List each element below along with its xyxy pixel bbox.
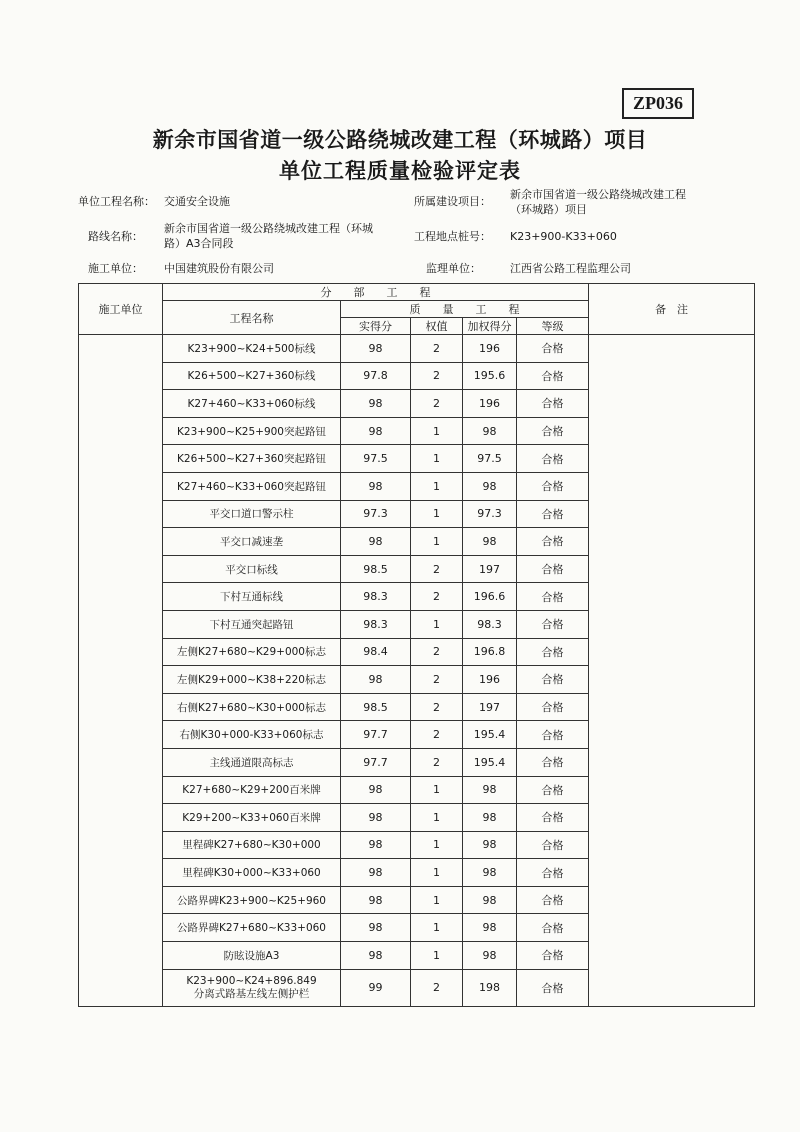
project-name-cell: 右侧K27+680~K30+000标志 xyxy=(163,693,341,721)
project-name-cell xyxy=(163,969,341,1006)
supervisor-label: 监理单位： xyxy=(426,262,481,275)
construction-unit-cell xyxy=(79,335,163,1007)
actual-score-cell: 98 xyxy=(341,886,411,914)
weighted-score-cell: 196.6 xyxy=(463,583,517,611)
unit-project-label: 单位工程名称： xyxy=(78,195,155,208)
weight-cell: 2 xyxy=(411,693,463,721)
header-actual-score: 实得分 xyxy=(341,318,411,335)
weighted-score-cell: 196.8 xyxy=(463,638,517,666)
grade-cell: 合格 xyxy=(517,748,589,776)
weight-cell: 2 xyxy=(411,390,463,418)
weighted-score-cell: 98 xyxy=(463,886,517,914)
route-value-1: 新余市国省道一级公路绕城改建工程（环城 xyxy=(164,222,373,235)
project-name-cell: K27+460~K33+060标线 xyxy=(163,390,341,418)
actual-score-cell: 98 xyxy=(341,417,411,445)
project-name-cell: 主线通道限高标志 xyxy=(163,748,341,776)
grade-cell: 合格 xyxy=(517,969,589,1006)
project-name-cell: K23+900~K25+900突起路钮 xyxy=(163,417,341,445)
weight-cell: 1 xyxy=(411,445,463,473)
project-name-cell: 公路界碑K23+900~K25+960 xyxy=(163,886,341,914)
weight-cell: 1 xyxy=(411,914,463,942)
grade-cell: 合格 xyxy=(517,831,589,859)
weight-cell: 1 xyxy=(411,528,463,556)
project-name-cell: 平交口道口警示柱 xyxy=(163,500,341,528)
weight-cell: 1 xyxy=(411,776,463,804)
document-subtitle: 单位工程质量检验评定表 xyxy=(279,159,521,183)
actual-score-cell: 99 xyxy=(341,969,411,1006)
contractor-label: 施工单位： xyxy=(88,262,143,275)
document-code: ZP036 xyxy=(622,88,694,119)
weighted-score-cell: 98.3 xyxy=(463,610,517,638)
grade-cell: 合格 xyxy=(517,942,589,970)
weighted-score-cell: 197 xyxy=(463,693,517,721)
actual-score-cell: 98.3 xyxy=(341,583,411,611)
grade-cell: 合格 xyxy=(517,666,589,694)
weight-cell: 1 xyxy=(411,417,463,445)
weighted-score-cell: 197 xyxy=(463,555,517,583)
weight-cell: 1 xyxy=(411,804,463,832)
weight-cell: 1 xyxy=(411,610,463,638)
weighted-score-cell: 97.5 xyxy=(463,445,517,473)
weight-cell: 2 xyxy=(411,555,463,583)
grade-cell: 合格 xyxy=(517,362,589,390)
project-name-cell: 下村互通突起路钮 xyxy=(163,610,341,638)
weighted-score-cell: 196 xyxy=(463,666,517,694)
project-name-cell: K26+500~K27+360突起路钮 xyxy=(163,445,341,473)
actual-score-cell: 98 xyxy=(341,472,411,500)
weight-cell: 1 xyxy=(411,500,463,528)
project-name-cell: 下村互通标线 xyxy=(163,583,341,611)
actual-score-cell: 98 xyxy=(341,804,411,832)
header-quality-eval: 质 量 工 程 xyxy=(341,301,589,318)
actual-score-cell: 98.5 xyxy=(341,693,411,721)
grade-cell: 合格 xyxy=(517,472,589,500)
grade-cell: 合格 xyxy=(517,500,589,528)
project-name-cell: K23+900~K24+500标线 xyxy=(163,335,341,363)
route-label: 路线名称： xyxy=(88,230,143,243)
weight-cell: 2 xyxy=(411,362,463,390)
grade-cell: 合格 xyxy=(517,693,589,721)
actual-score-cell: 98 xyxy=(341,776,411,804)
unit-project-value: 交通安全设施 xyxy=(164,195,230,208)
grade-cell: 合格 xyxy=(517,335,589,363)
actual-score-cell: 97.8 xyxy=(341,362,411,390)
weighted-score-cell: 98 xyxy=(463,528,517,556)
header-grade: 等级 xyxy=(517,318,589,335)
weight-cell: 1 xyxy=(411,859,463,887)
grade-cell: 合格 xyxy=(517,914,589,942)
project-name-line-2: 分离式路基左线左侧护栏 xyxy=(193,987,310,1000)
project-name-line-1: K23+900~K24+896.849 xyxy=(186,974,317,987)
project-name-cell: 右侧K30+000-K33+060标志 xyxy=(163,721,341,749)
weighted-score-cell: 198 xyxy=(463,969,517,1006)
actual-score-cell: 97.7 xyxy=(341,721,411,749)
weight-cell: 2 xyxy=(411,638,463,666)
project-name-cell: K27+460~K33+060突起路钮 xyxy=(163,472,341,500)
grade-cell: 合格 xyxy=(517,417,589,445)
grade-cell: 合格 xyxy=(517,528,589,556)
evaluation-table xyxy=(78,283,755,1007)
weighted-score-cell: 195.6 xyxy=(463,362,517,390)
header-weighted-score: 加权得分 xyxy=(463,318,517,335)
project-name-cell: 里程碑K30+000~K33+060 xyxy=(163,859,341,887)
project-name-cell: 左侧K27+680~K29+000标志 xyxy=(163,638,341,666)
weight-cell: 1 xyxy=(411,831,463,859)
weighted-score-cell: 98 xyxy=(463,804,517,832)
weight-cell: 2 xyxy=(411,335,463,363)
grade-cell: 合格 xyxy=(517,776,589,804)
header-remarks: 备 注 xyxy=(589,284,755,335)
grade-cell: 合格 xyxy=(517,610,589,638)
actual-score-cell: 98 xyxy=(341,390,411,418)
weighted-score-cell: 98 xyxy=(463,776,517,804)
project-name-cell: K27+680~K29+200百米牌 xyxy=(163,776,341,804)
weight-cell: 2 xyxy=(411,666,463,694)
weighted-score-cell: 196 xyxy=(463,390,517,418)
weight-cell: 1 xyxy=(411,886,463,914)
actual-score-cell: 98.5 xyxy=(341,555,411,583)
project-name-cell: K29+200~K33+060百米牌 xyxy=(163,804,341,832)
weighted-score-cell: 98 xyxy=(463,472,517,500)
weight-cell: 1 xyxy=(411,472,463,500)
header-weight: 权值 xyxy=(411,318,463,335)
weighted-score-cell: 98 xyxy=(463,417,517,445)
grade-cell: 合格 xyxy=(517,555,589,583)
grade-cell: 合格 xyxy=(517,886,589,914)
supervisor-value: 江西省公路工程监理公司 xyxy=(510,262,631,275)
document-title: 新余市国省道一级公路绕城改建工程（环城路）项目 xyxy=(152,128,648,152)
weight-cell: 2 xyxy=(411,583,463,611)
weighted-score-cell: 195.4 xyxy=(463,748,517,776)
grade-cell: 合格 xyxy=(517,721,589,749)
weighted-score-cell: 98 xyxy=(463,859,517,887)
weighted-score-cell: 98 xyxy=(463,914,517,942)
project-name-cell: 平交口标线 xyxy=(163,555,341,583)
grade-cell: 合格 xyxy=(517,583,589,611)
actual-score-cell: 97.7 xyxy=(341,748,411,776)
parent-project-value-2: （环城路）项目 xyxy=(510,203,587,216)
parent-project-value-1: 新余市国省道一级公路绕城改建工程 xyxy=(510,188,686,201)
weighted-score-cell: 98 xyxy=(463,831,517,859)
table-row xyxy=(79,335,755,363)
grade-cell: 合格 xyxy=(517,638,589,666)
remarks-cell xyxy=(589,335,755,1007)
weight-cell: 1 xyxy=(411,942,463,970)
actual-score-cell: 97.5 xyxy=(341,445,411,473)
actual-score-cell: 98 xyxy=(341,831,411,859)
station-value: K23+900-K33+060 xyxy=(510,230,617,243)
route-value-2: 路）A3合同段 xyxy=(164,237,234,250)
project-name-cell: 防眩设施A3 xyxy=(163,942,341,970)
weighted-score-cell: 195.4 xyxy=(463,721,517,749)
actual-score-cell: 98 xyxy=(341,859,411,887)
parent-project-label: 所属建设项目： xyxy=(414,195,491,208)
grade-cell: 合格 xyxy=(517,804,589,832)
project-name-cell: 公路界碑K27+680~K33+060 xyxy=(163,914,341,942)
header-sub-project: 分 部 工 程 xyxy=(163,284,589,301)
grade-cell: 合格 xyxy=(517,390,589,418)
actual-score-cell: 98 xyxy=(341,914,411,942)
header-construction-unit: 施工单位 xyxy=(79,284,163,335)
contractor-value: 中国建筑股份有限公司 xyxy=(164,262,274,275)
weighted-score-cell: 97.3 xyxy=(463,500,517,528)
actual-score-cell: 98 xyxy=(341,528,411,556)
project-name-cell: 左侧K29+000~K38+220标志 xyxy=(163,666,341,694)
actual-score-cell: 98.4 xyxy=(341,638,411,666)
project-name-cell: K26+500~K27+360标线 xyxy=(163,362,341,390)
actual-score-cell: 98 xyxy=(341,335,411,363)
weighted-score-cell: 196 xyxy=(463,335,517,363)
project-name-cell: 平交口减速垄 xyxy=(163,528,341,556)
actual-score-cell: 97.3 xyxy=(341,500,411,528)
header-project-name: 工程名称 xyxy=(163,301,341,335)
actual-score-cell: 98 xyxy=(341,942,411,970)
grade-cell: 合格 xyxy=(517,445,589,473)
station-label: 工程地点桩号： xyxy=(414,230,491,243)
weight-cell: 2 xyxy=(411,969,463,1006)
actual-score-cell: 98.3 xyxy=(341,610,411,638)
project-name-cell: 里程碑K27+680~K30+000 xyxy=(163,831,341,859)
weight-cell: 2 xyxy=(411,721,463,749)
weighted-score-cell: 98 xyxy=(463,942,517,970)
actual-score-cell: 98 xyxy=(341,666,411,694)
grade-cell: 合格 xyxy=(517,859,589,887)
weight-cell: 2 xyxy=(411,748,463,776)
table-header-row-1 xyxy=(79,284,755,301)
